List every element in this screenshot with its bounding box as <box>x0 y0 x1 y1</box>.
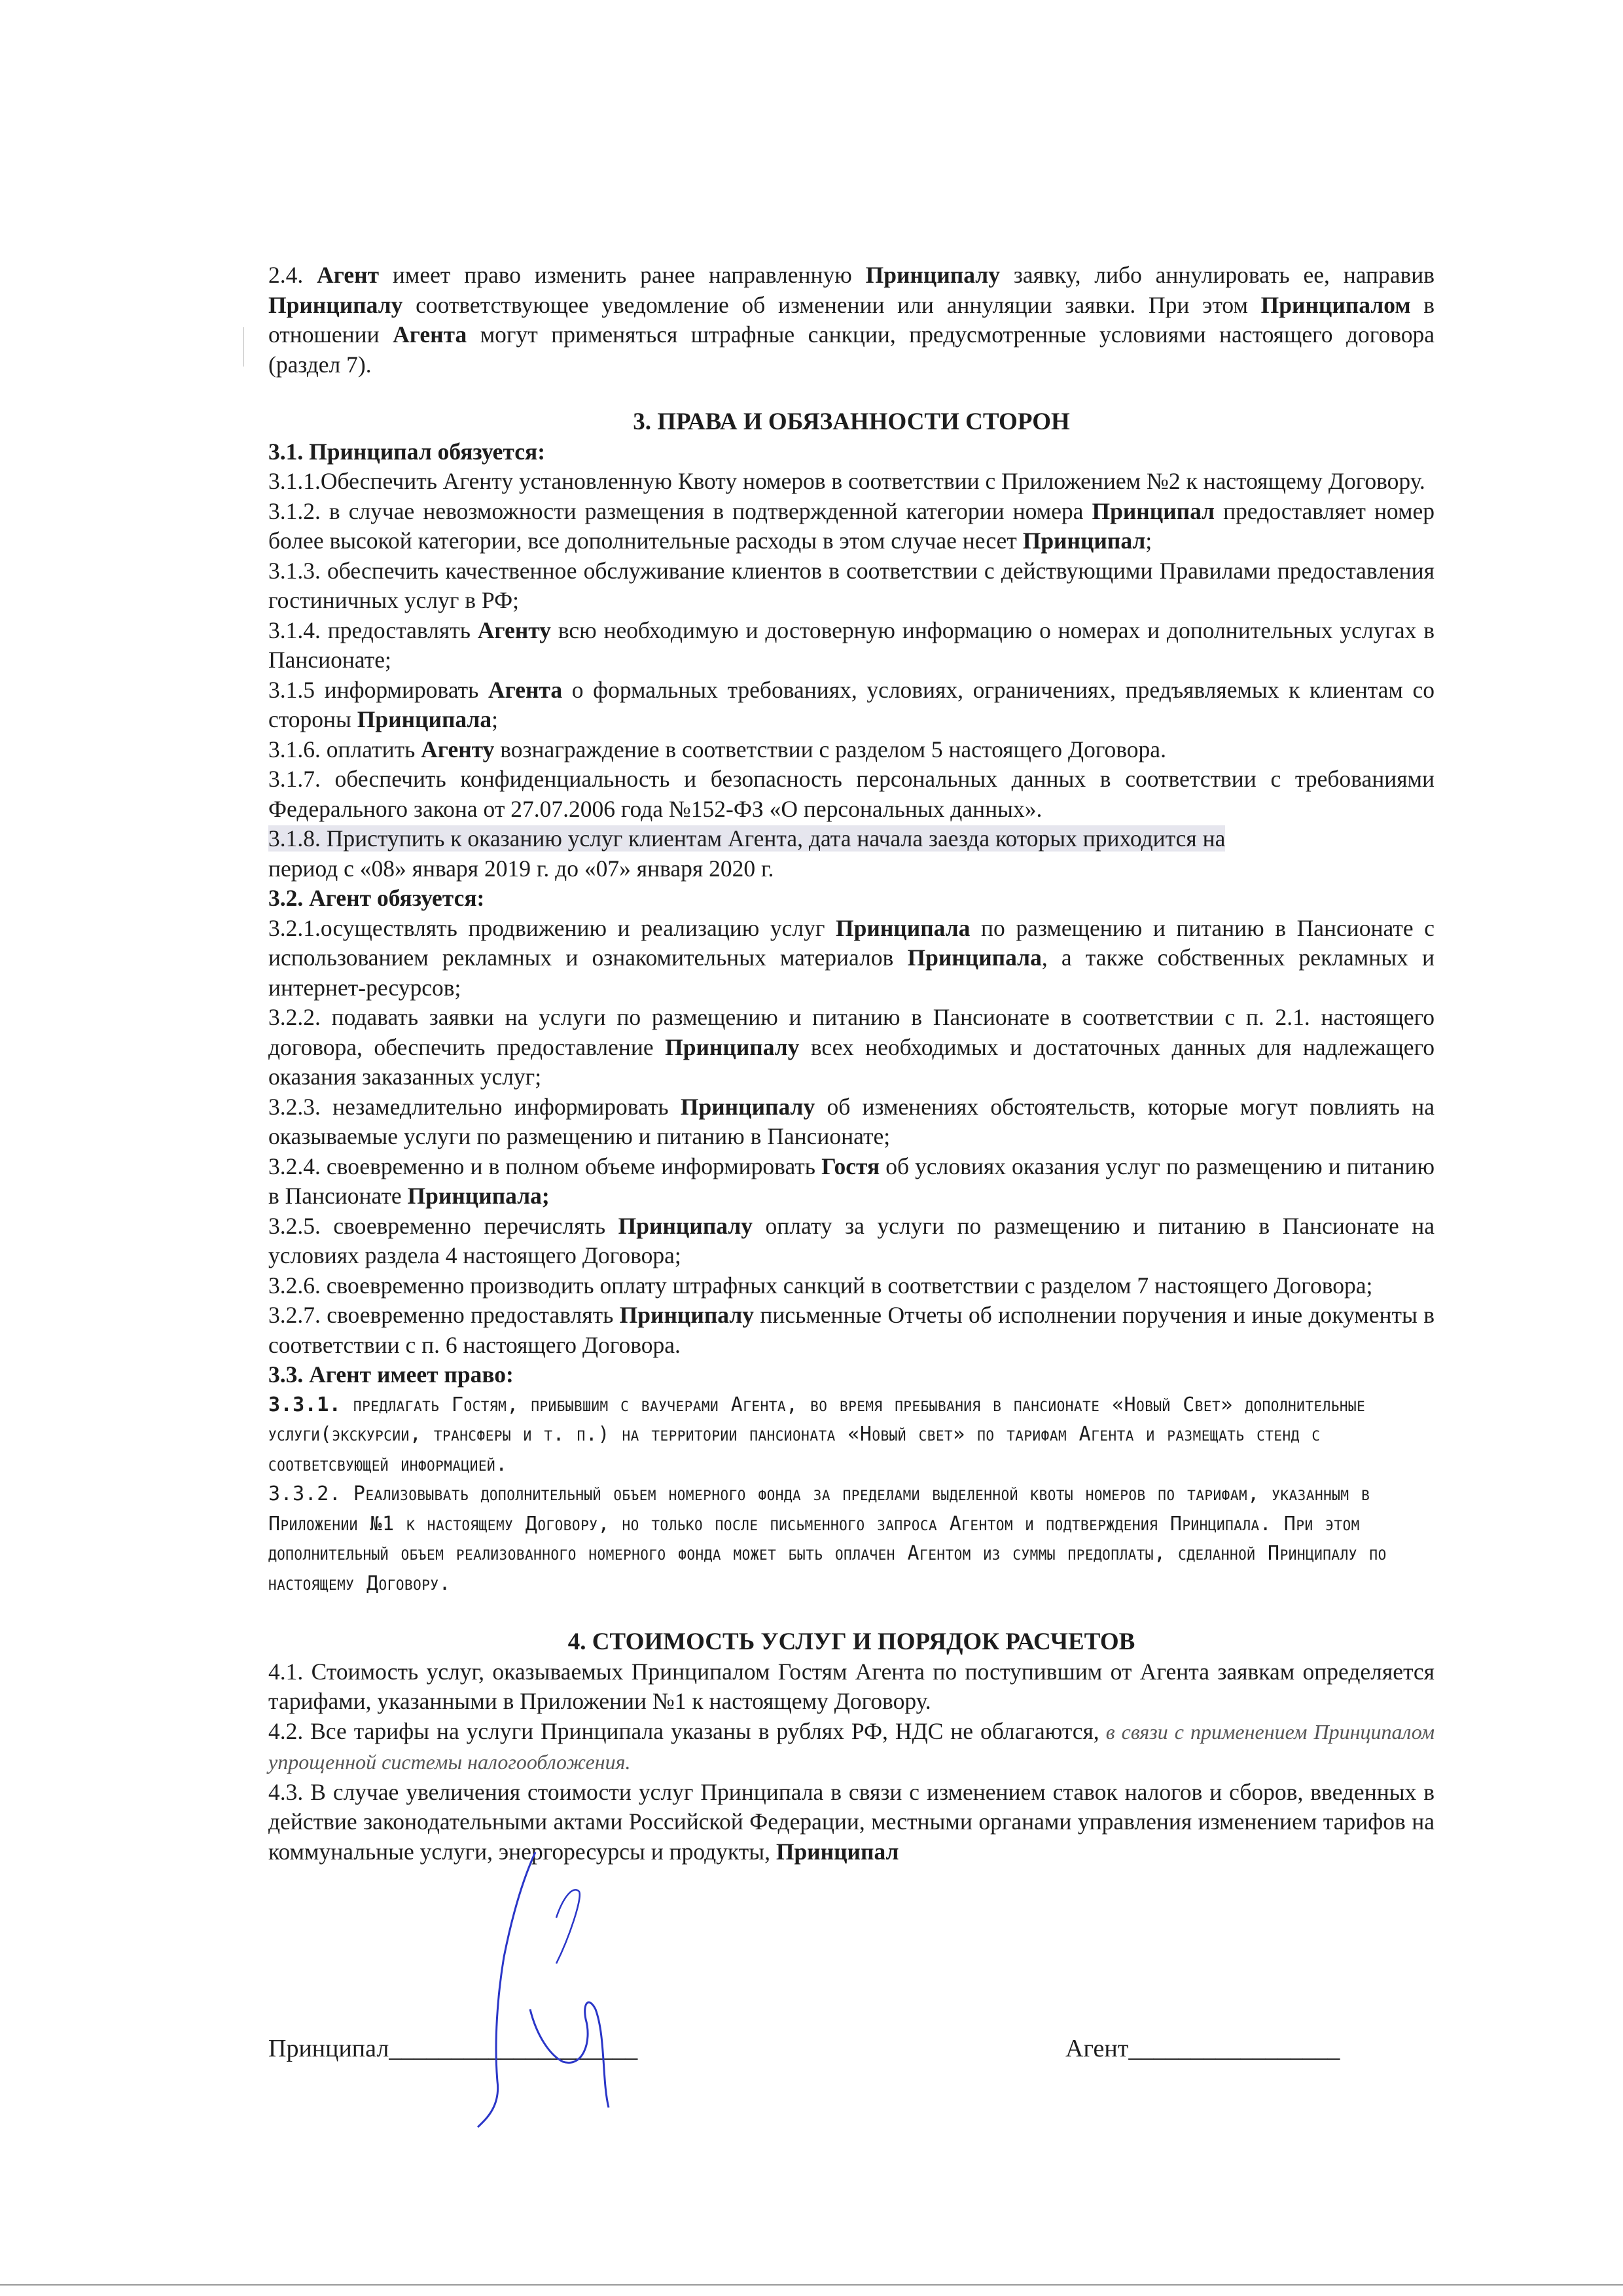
subsection-3-3-heading: 3.3. Агент имеет право: <box>268 1361 514 1388</box>
paragraph-3-1-1: 3.1.1.Обеспечить Агенту установленную Квоту номеров в соответствии с Приложением №2 к настоящему Договору. <box>268 468 1425 494</box>
paragraph-3-1-3: 3.1.3. обеспечить качественное обслуживание клиентов в соответствии с действующими Правилами предоставления гостиничных услуг в РФ; <box>268 557 1435 613</box>
paragraph-3-2-7: 3.2.7. своевременно предоставлять Принципалу письменные Отчеты об исполнении поручения и иные документы в соответствии с п. 6 настоящего Договора. <box>268 1302 1435 1358</box>
margin-mark <box>243 327 244 367</box>
principal-signature-line: Принципал____________________ <box>268 2035 638 2062</box>
paragraph-4-3: 4.3. В случае увеличения стоимости услуг Принципала в связи с изменением ставок налогов и сборов, введенных в действие законодательными актами Российской Федерации, местными органами управления изменением тарифов на коммунальные услуги, энергоресурсы и продукты, Принципал <box>268 1778 1435 1865</box>
paragraph-3-2-4: 3.2.4. своевременно и в полном объеме информировать Гостя об условиях оказания услуг по размещению и питанию в Пансионате Принципала; <box>268 1153 1435 1209</box>
paragraph-3-1-4: 3.1.4. предоставлять Агенту всю необходимую и достоверную информацию о номерах и дополнительных услугах в Пансионате; <box>268 617 1435 673</box>
paragraph-3-3-1: 3.3.1. предлагать Гостям, прибывшим с ваучерами Агента, во время пребывания в пансионате «Новый Свет» дополнительные услуги(экскурсии, трансферы и т. п.) на территории пансионата «Новый свет» по тарифам Агента и размещать стенд с соответсвующей информацией. <box>268 1393 1366 1476</box>
paragraph-3-1-8: 3.1.8. Приступить к оказанию услуг клиентам Агента, дата начала заезда которых приходится на период с «08» января 2019 г. до «07» января 2020 г. <box>268 825 1226 882</box>
paragraph-4-1: 4.1. Стоимость услуг, оказываемых Принципалом Гостям Агента по поступившим от Агента заявкам определяется тарифами, указанными в Приложении №1 к настоящему Договору. <box>268 1658 1435 1714</box>
document-page <box>268 260 1435 1867</box>
agent-signature-line: Агент_________________ <box>1065 2035 1340 2062</box>
paragraph-3-1-7: 3.1.7. обеспечить конфиденциальность и безопасность персональных данных в соответствии с требованиями Федерального закона от 27.07.2006 года №152-ФЗ «О персональных данных». <box>268 766 1435 822</box>
section-3-heading: 3. ПРАВА И ОБЯЗАННОСТИ СТОРОН <box>633 408 1070 435</box>
handwritten-signature <box>458 1846 615 2134</box>
paragraph-3-1-2: 3.1.2. в случае невозможности размещения в подтвержденной категории номера Принципал предоставляет номер более высокой категории, все дополнительные расходы в этом случае несет Принципал; <box>268 497 1435 554</box>
paragraph-2-4: 2.4. Агент имеет право изменить ранее направленную Принципалу заявку, либо аннулировать ее, направив Принципалу соответствующее уведомление об изменении или аннуляции заявки. При этом Принципалом в отношении Агента могут применяться штрафные санкции, предусмотренные условиями настоящего договора (раздел 7). <box>268 262 1435 378</box>
paragraph-3-2-3: 3.2.3. незамедлительно информировать Принципалу об изменениях обстоятельств, которые могут повлиять на оказываемые услуги по размещению и питанию в Пансионате; <box>268 1093 1435 1149</box>
page-bottom-edge <box>0 2284 1623 2286</box>
paragraph-4-2: 4.2. Все тарифы на услуги Принципала указаны в рублях РФ, НДС не облагаются, в связи с применением Принципалом упрощенной системы налогообложения. <box>268 1717 1435 1774</box>
signature-row <box>268 2034 1381 2073</box>
subsection-3-1-heading: 3.1. Принципал обязуется: <box>268 438 546 465</box>
section-4-heading: 4. СТОИМОСТЬ УСЛУГ И ПОРЯДОК РАСЧЕТОВ <box>567 1628 1135 1655</box>
paragraph-3-2-5: 3.2.5. своевременно перечислять Принципалу оплату за услуги по размещению и питанию в Пансионате на условиях раздела 4 настоящего Договора; <box>268 1212 1435 1268</box>
paragraph-3-3-2: 3.3.2. Реализовывать дополнительный объем номерного фонда за пределами выделенной квоты номеров по тарифам, указанным в Приложении №1 к настоящему Договору, но только после письменного запроса Агентом и подтверждения Принципала. При этом дополнительный объем реализованного номерного фонда может быть оплачен Агентом из суммы предоплаты, сделанной Принципалу по настоящему Договору. <box>268 1482 1387 1595</box>
paragraph-3-2-1: 3.2.1.осуществлять продвижению и реализацию услуг Принципала по размещению и питанию в Пансионате с использованием рекламных и ознакомительных материалов Принципала, а также собственных рекламных и интернет-ресурсов; <box>268 914 1435 1001</box>
subsection-3-2-heading: 3.2. Агент обязуется: <box>268 885 485 911</box>
paragraph-3-1-5: 3.1.5 информировать Агента о формальных требованиях, условиях, ограничениях, предъявляемых к клиентам со стороны Принципала; <box>268 676 1435 732</box>
paragraph-3-2-2: 3.2.2. подавать заявки на услуги по размещению и питанию в Пансионате в соответствии с п. 2.1. настоящего договора, обеспечить предоставление Принципалу всех необходимых и достаточных данных для надлежащего оказания заказанных услуг; <box>268 1004 1435 1090</box>
paragraph-3-2-6: 3.2.6. своевременно производить оплату штрафных санкций в соответствии с разделом 7 настоящего Договора; <box>268 1272 1373 1299</box>
paragraph-3-1-6: 3.1.6. оплатить Агенту вознаграждение в соответствии с разделом 5 настоящего Договора. <box>268 736 1166 762</box>
